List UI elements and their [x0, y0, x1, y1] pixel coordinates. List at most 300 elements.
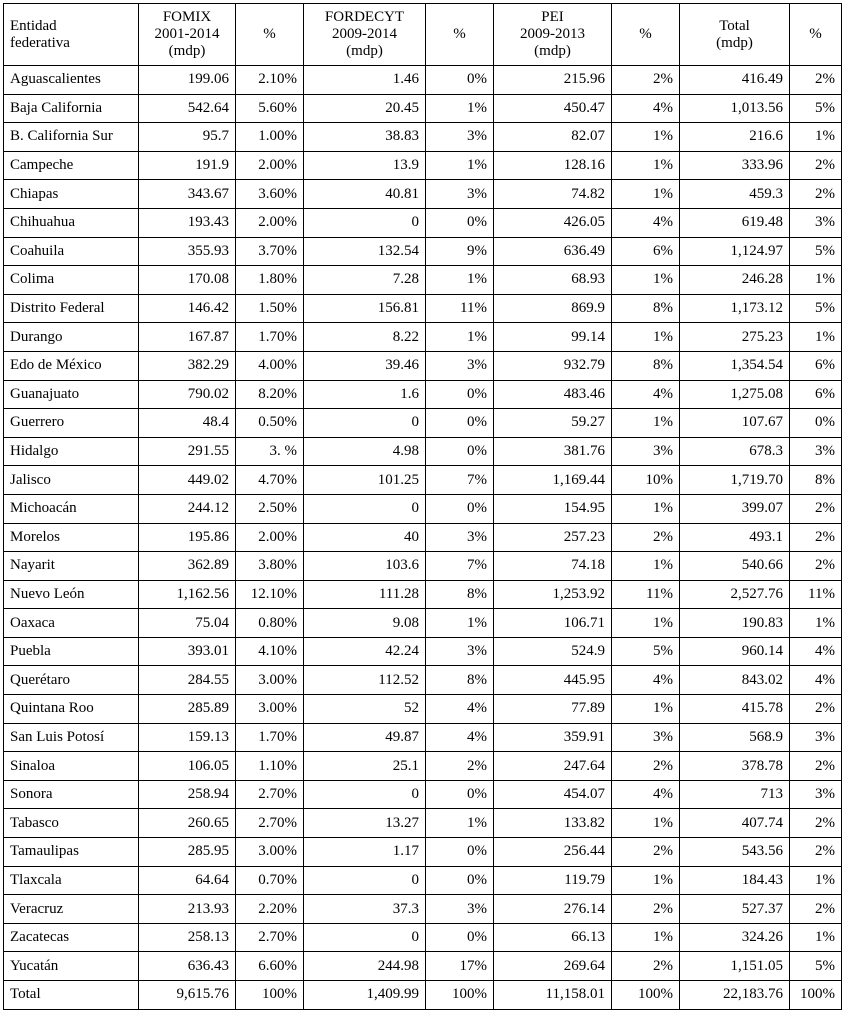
cell-fordecyt-percent: 1%: [426, 809, 494, 838]
cell-fomix-mdp: 285.89: [139, 695, 236, 724]
header-total-line1: Total: [719, 17, 750, 34]
cell-fomix-percent: 8.20%: [236, 380, 304, 409]
cell-fordecyt-percent: 100%: [426, 981, 494, 1010]
cell-pei-mdp: 524.9: [494, 637, 612, 666]
cell-total-mdp: 619.48: [680, 208, 790, 237]
cell-total-percent: 2%: [790, 809, 842, 838]
cell-fordecyt-mdp: 4.98: [304, 437, 426, 466]
table-row: [4, 780, 842, 809]
cell-fomix-mdp: 285.95: [139, 838, 236, 867]
cell-fordecyt-mdp: 13.27: [304, 809, 426, 838]
table-row: [4, 294, 842, 323]
cell-fomix-mdp: 343.67: [139, 180, 236, 209]
cell-entity: Aguascalientes: [4, 66, 139, 95]
header-total-line2: (mdp): [716, 34, 753, 51]
cell-fordecyt-percent: 3%: [426, 637, 494, 666]
cell-entity: B. California Sur: [4, 123, 139, 152]
cell-total-percent: 2%: [790, 180, 842, 209]
cell-fordecyt-percent: 2%: [426, 752, 494, 781]
cell-total-mdp: 275.23: [680, 323, 790, 352]
cell-pei-mdp: 154.95: [494, 494, 612, 523]
cell-entity: Campeche: [4, 151, 139, 180]
cell-pei-percent: 5%: [612, 637, 680, 666]
cell-pei-mdp: 869.9: [494, 294, 612, 323]
cell-fomix-percent: 3.70%: [236, 237, 304, 266]
cell-pei-percent: 3%: [612, 723, 680, 752]
cell-total-percent: 5%: [790, 294, 842, 323]
cell-fomix-percent: 4.00%: [236, 351, 304, 380]
cell-pei-mdp: 426.05: [494, 208, 612, 237]
cell-total-mdp: 678.3: [680, 437, 790, 466]
table-row: [4, 809, 842, 838]
cell-fomix-mdp: 636.43: [139, 952, 236, 981]
cell-fomix-mdp: 258.94: [139, 780, 236, 809]
total-row: [4, 981, 842, 1010]
header-entity: [4, 4, 139, 66]
cell-fomix-mdp: 260.65: [139, 809, 236, 838]
cell-fordecyt-mdp: 156.81: [304, 294, 426, 323]
table-row: [4, 208, 842, 237]
cell-fomix-mdp: 213.93: [139, 895, 236, 924]
cell-fomix-percent: 2.50%: [236, 494, 304, 523]
cell-total-mdp: 1,354.54: [680, 351, 790, 380]
cell-fordecyt-percent: 3%: [426, 180, 494, 209]
cell-pei-percent: 1%: [612, 695, 680, 724]
cell-pei-percent: 1%: [612, 151, 680, 180]
cell-fordecyt-mdp: 101.25: [304, 466, 426, 495]
cell-fordecyt-percent: 8%: [426, 666, 494, 695]
header-pei-percent: %: [612, 4, 680, 66]
table-row: [4, 952, 842, 981]
cell-fordecyt-percent: 0%: [426, 437, 494, 466]
cell-total-mdp: 399.07: [680, 494, 790, 523]
cell-total-mdp: 190.83: [680, 609, 790, 638]
cell-total-mdp: 1,151.05: [680, 952, 790, 981]
table-row: [4, 637, 842, 666]
cell-fomix-mdp: 95.7: [139, 123, 236, 152]
cell-pei-percent: 1%: [612, 809, 680, 838]
cell-entity: Sinaloa: [4, 752, 139, 781]
table-row: [4, 609, 842, 638]
cell-pei-mdp: 11,158.01: [494, 981, 612, 1010]
cell-fordecyt-percent: 0%: [426, 494, 494, 523]
header-fomix-percent: %: [236, 4, 304, 66]
cell-fomix-percent: 2.00%: [236, 151, 304, 180]
cell-fordecyt-percent: 17%: [426, 952, 494, 981]
cell-pei-mdp: 106.71: [494, 609, 612, 638]
cell-entity: Baja California: [4, 94, 139, 123]
header-fordecyt-line1: FORDECYT: [324, 9, 405, 25]
cell-pei-mdp: 215.96: [494, 66, 612, 95]
cell-entity: Colima: [4, 266, 139, 295]
cell-fomix-percent: 1.70%: [236, 723, 304, 752]
cell-fomix-percent: 0.50%: [236, 409, 304, 438]
cell-fomix-percent: 3.00%: [236, 838, 304, 867]
cell-fordecyt-mdp: 8.22: [304, 323, 426, 352]
cell-entity: Chiapas: [4, 180, 139, 209]
cell-pei-mdp: 276.14: [494, 895, 612, 924]
cell-fordecyt-mdp: 111.28: [304, 580, 426, 609]
cell-total-mdp: 540.66: [680, 552, 790, 581]
table-row: [4, 123, 842, 152]
cell-total-percent: 1%: [790, 866, 842, 895]
cell-pei-mdp: 247.64: [494, 752, 612, 781]
table-row: [4, 466, 842, 495]
cell-entity: Puebla: [4, 637, 139, 666]
cell-total-percent: 5%: [790, 952, 842, 981]
cell-total-percent: 3%: [790, 208, 842, 237]
funding-table: [3, 3, 842, 1010]
cell-fomix-mdp: 362.89: [139, 552, 236, 581]
table-row: [4, 351, 842, 380]
cell-fomix-percent: 3. %: [236, 437, 304, 466]
cell-total-mdp: 407.74: [680, 809, 790, 838]
table-row: [4, 895, 842, 924]
header-pei-line2: 2009-2013: [520, 26, 585, 42]
cell-fomix-percent: 1.00%: [236, 123, 304, 152]
cell-total-mdp: 184.43: [680, 866, 790, 895]
cell-pei-percent: 2%: [612, 838, 680, 867]
cell-pei-percent: 1%: [612, 266, 680, 295]
cell-fordecyt-percent: 0%: [426, 780, 494, 809]
cell-pei-percent: 6%: [612, 237, 680, 266]
cell-fordecyt-percent: 0%: [426, 380, 494, 409]
cell-fordecyt-percent: 3%: [426, 895, 494, 924]
cell-fomix-percent: 5.60%: [236, 94, 304, 123]
cell-fordecyt-mdp: 52: [304, 695, 426, 724]
cell-fomix-percent: 2.20%: [236, 895, 304, 924]
cell-total-percent: 1%: [790, 923, 842, 952]
table-row: [4, 494, 842, 523]
cell-fordecyt-percent: 1%: [426, 266, 494, 295]
cell-fomix-mdp: 790.02: [139, 380, 236, 409]
cell-fordecyt-mdp: 42.24: [304, 637, 426, 666]
cell-total-percent: 5%: [790, 237, 842, 266]
cell-entity: Chihuahua: [4, 208, 139, 237]
cell-total-percent: 3%: [790, 723, 842, 752]
cell-fordecyt-mdp: 112.52: [304, 666, 426, 695]
cell-fomix-mdp: 75.04: [139, 609, 236, 638]
cell-fordecyt-percent: 4%: [426, 723, 494, 752]
cell-fomix-percent: 3.00%: [236, 695, 304, 724]
cell-fomix-percent: 0.70%: [236, 866, 304, 895]
cell-total-mdp: 216.6: [680, 123, 790, 152]
cell-pei-percent: 2%: [612, 752, 680, 781]
header-pei-line1: PEI: [541, 9, 564, 25]
cell-total-percent: 2%: [790, 552, 842, 581]
table-row: [4, 94, 842, 123]
cell-pei-mdp: 59.27: [494, 409, 612, 438]
cell-pei-mdp: 256.44: [494, 838, 612, 867]
cell-pei-percent: 1%: [612, 409, 680, 438]
cell-fordecyt-percent: 1%: [426, 94, 494, 123]
cell-entity: Oaxaca: [4, 609, 139, 638]
cell-total-mdp: 107.67: [680, 409, 790, 438]
cell-total-percent: 5%: [790, 94, 842, 123]
cell-total-percent: 1%: [790, 609, 842, 638]
header-fordecyt: [304, 4, 426, 66]
table-row: [4, 552, 842, 581]
cell-entity: Tlaxcala: [4, 866, 139, 895]
cell-fomix-percent: 4.70%: [236, 466, 304, 495]
table-row: [4, 838, 842, 867]
table-row: [4, 523, 842, 552]
cell-total-mdp: 493.1: [680, 523, 790, 552]
cell-total-percent: 2%: [790, 151, 842, 180]
cell-pei-mdp: 454.07: [494, 780, 612, 809]
cell-fomix-mdp: 449.02: [139, 466, 236, 495]
cell-total-percent: 1%: [790, 323, 842, 352]
cell-pei-mdp: 257.23: [494, 523, 612, 552]
cell-pei-percent: 3%: [612, 437, 680, 466]
cell-total-mdp: 713: [680, 780, 790, 809]
cell-fordecyt-percent: 11%: [426, 294, 494, 323]
cell-fordecyt-percent: 1%: [426, 323, 494, 352]
cell-total-mdp: 960.14: [680, 637, 790, 666]
cell-pei-percent: 4%: [612, 780, 680, 809]
cell-pei-percent: 1%: [612, 323, 680, 352]
table-row: [4, 66, 842, 95]
cell-fomix-mdp: 170.08: [139, 266, 236, 295]
cell-fomix-percent: 2.00%: [236, 523, 304, 552]
cell-fordecyt-mdp: 0: [304, 208, 426, 237]
cell-fomix-percent: 2.70%: [236, 809, 304, 838]
cell-entity: Tabasco: [4, 809, 139, 838]
table-row: [4, 695, 842, 724]
cell-fordecyt-percent: 0%: [426, 866, 494, 895]
cell-total-mdp: 22,183.76: [680, 981, 790, 1010]
cell-pei-percent: 100%: [612, 981, 680, 1010]
cell-fomix-mdp: 542.64: [139, 94, 236, 123]
cell-pei-percent: 4%: [612, 666, 680, 695]
cell-fomix-mdp: 48.4: [139, 409, 236, 438]
cell-fordecyt-mdp: 1,409.99: [304, 981, 426, 1010]
header-fordecyt-percent: %: [426, 4, 494, 66]
cell-fordecyt-percent: 7%: [426, 552, 494, 581]
cell-entity: Morelos: [4, 523, 139, 552]
cell-fordecyt-percent: 0%: [426, 923, 494, 952]
table-row: [4, 323, 842, 352]
cell-fomix-percent: 3.00%: [236, 666, 304, 695]
cell-fomix-mdp: 258.13: [139, 923, 236, 952]
cell-fomix-percent: 0.80%: [236, 609, 304, 638]
cell-fordecyt-mdp: 39.46: [304, 351, 426, 380]
table-row: [4, 151, 842, 180]
cell-entity: Zacatecas: [4, 923, 139, 952]
header-fomix: [139, 4, 236, 66]
cell-fomix-mdp: 284.55: [139, 666, 236, 695]
cell-pei-percent: 2%: [612, 895, 680, 924]
cell-total-mdp: 1,013.56: [680, 94, 790, 123]
header-pei: [494, 4, 612, 66]
cell-total-percent: 2%: [790, 895, 842, 924]
cell-total-percent: 0%: [790, 409, 842, 438]
cell-fordecyt-mdp: 0: [304, 494, 426, 523]
cell-total-mdp: 246.28: [680, 266, 790, 295]
cell-fordecyt-mdp: 37.3: [304, 895, 426, 924]
cell-entity: Michoacán: [4, 494, 139, 523]
cell-fomix-percent: 2.70%: [236, 923, 304, 952]
cell-fomix-mdp: 244.12: [139, 494, 236, 523]
cell-fordecyt-percent: 3%: [426, 523, 494, 552]
cell-fordecyt-mdp: 0: [304, 409, 426, 438]
cell-fomix-percent: 1.70%: [236, 323, 304, 352]
cell-pei-mdp: 82.07: [494, 123, 612, 152]
cell-pei-mdp: 128.16: [494, 151, 612, 180]
cell-pei-mdp: 381.76: [494, 437, 612, 466]
cell-fomix-mdp: 106.05: [139, 752, 236, 781]
header-fomix-line2: 2001-2014: [154, 26, 220, 42]
cell-fomix-mdp: 195.86: [139, 523, 236, 552]
cell-fomix-mdp: 393.01: [139, 637, 236, 666]
cell-fordecyt-percent: 4%: [426, 695, 494, 724]
header-entity-line2: federativa: [10, 34, 70, 51]
cell-fordecyt-mdp: 1.6: [304, 380, 426, 409]
cell-pei-percent: 1%: [612, 494, 680, 523]
cell-fomix-mdp: 291.55: [139, 437, 236, 466]
cell-fordecyt-percent: 0%: [426, 409, 494, 438]
cell-entity: Edo de México: [4, 351, 139, 380]
cell-pei-mdp: 269.64: [494, 952, 612, 981]
cell-total-mdp: 378.78: [680, 752, 790, 781]
cell-entity: San Luis Potosí: [4, 723, 139, 752]
cell-fomix-percent: 2.70%: [236, 780, 304, 809]
cell-pei-percent: 8%: [612, 351, 680, 380]
cell-fordecyt-mdp: 0: [304, 866, 426, 895]
cell-fomix-mdp: 9,615.76: [139, 981, 236, 1010]
cell-entity: Yucatán: [4, 952, 139, 981]
cell-fordecyt-percent: 9%: [426, 237, 494, 266]
table-row: [4, 437, 842, 466]
cell-fomix-percent: 1.50%: [236, 294, 304, 323]
table-row: [4, 380, 842, 409]
cell-pei-percent: 1%: [612, 923, 680, 952]
cell-pei-percent: 2%: [612, 952, 680, 981]
cell-fordecyt-percent: 3%: [426, 351, 494, 380]
cell-entity: Total: [4, 981, 139, 1010]
cell-total-percent: 6%: [790, 380, 842, 409]
header-fomix-line1: FOMIX: [162, 9, 212, 25]
table-row: [4, 180, 842, 209]
table-row: [4, 923, 842, 952]
cell-fomix-mdp: 167.87: [139, 323, 236, 352]
cell-total-percent: 2%: [790, 695, 842, 724]
cell-total-percent: 1%: [790, 123, 842, 152]
cell-fordecyt-mdp: 1.17: [304, 838, 426, 867]
cell-fordecyt-mdp: 49.87: [304, 723, 426, 752]
cell-fordecyt-percent: 0%: [426, 66, 494, 95]
cell-total-mdp: 415.78: [680, 695, 790, 724]
cell-fordecyt-percent: 7%: [426, 466, 494, 495]
cell-fordecyt-percent: 0%: [426, 838, 494, 867]
cell-pei-percent: 4%: [612, 94, 680, 123]
cell-entity: Durango: [4, 323, 139, 352]
cell-fomix-mdp: 1,162.56: [139, 580, 236, 609]
cell-fordecyt-mdp: 0: [304, 780, 426, 809]
cell-fordecyt-mdp: 9.08: [304, 609, 426, 638]
cell-pei-percent: 4%: [612, 208, 680, 237]
cell-total-percent: 3%: [790, 437, 842, 466]
table-body: [4, 66, 842, 1010]
cell-pei-mdp: 483.46: [494, 380, 612, 409]
table-row: [4, 409, 842, 438]
cell-total-mdp: 527.37: [680, 895, 790, 924]
cell-fomix-mdp: 146.42: [139, 294, 236, 323]
cell-total-percent: 100%: [790, 981, 842, 1010]
cell-fomix-percent: 2.00%: [236, 208, 304, 237]
cell-entity: Nayarit: [4, 552, 139, 581]
cell-fordecyt-mdp: 40: [304, 523, 426, 552]
cell-fordecyt-mdp: 13.9: [304, 151, 426, 180]
cell-pei-percent: 1%: [612, 866, 680, 895]
cell-pei-percent: 10%: [612, 466, 680, 495]
cell-fomix-percent: 3.80%: [236, 552, 304, 581]
cell-fomix-mdp: 191.9: [139, 151, 236, 180]
cell-pei-mdp: 450.47: [494, 94, 612, 123]
cell-pei-mdp: 74.82: [494, 180, 612, 209]
cell-total-percent: 2%: [790, 66, 842, 95]
cell-fomix-percent: 2.10%: [236, 66, 304, 95]
cell-pei-mdp: 99.14: [494, 323, 612, 352]
cell-total-percent: 2%: [790, 523, 842, 552]
cell-fomix-mdp: 199.06: [139, 66, 236, 95]
cell-total-percent: 2%: [790, 752, 842, 781]
header-total-percent: %: [790, 4, 842, 66]
cell-entity: Coahuila: [4, 237, 139, 266]
cell-pei-mdp: 636.49: [494, 237, 612, 266]
cell-entity: Quintana Roo: [4, 695, 139, 724]
cell-pei-mdp: 74.18: [494, 552, 612, 581]
cell-pei-percent: 2%: [612, 523, 680, 552]
cell-fordecyt-percent: 1%: [426, 609, 494, 638]
cell-total-percent: 2%: [790, 838, 842, 867]
cell-total-percent: 1%: [790, 266, 842, 295]
cell-fomix-mdp: 193.43: [139, 208, 236, 237]
cell-total-mdp: 568.9: [680, 723, 790, 752]
cell-entity: Veracruz: [4, 895, 139, 924]
header-fomix-line3: (mdp): [168, 43, 206, 59]
table-row: [4, 666, 842, 695]
cell-total-percent: 8%: [790, 466, 842, 495]
cell-pei-percent: 1%: [612, 180, 680, 209]
cell-total-percent: 4%: [790, 637, 842, 666]
cell-total-mdp: 1,173.12: [680, 294, 790, 323]
cell-total-mdp: 416.49: [680, 66, 790, 95]
cell-entity: Guanajuato: [4, 380, 139, 409]
cell-fordecyt-mdp: 132.54: [304, 237, 426, 266]
cell-pei-percent: 1%: [612, 552, 680, 581]
cell-fordecyt-mdp: 25.1: [304, 752, 426, 781]
cell-total-mdp: 2,527.76: [680, 580, 790, 609]
header-entity-line1: Entidad: [10, 17, 57, 34]
cell-fordecyt-percent: 0%: [426, 208, 494, 237]
table-row: [4, 237, 842, 266]
cell-total-percent: 2%: [790, 494, 842, 523]
cell-fordecyt-mdp: 103.6: [304, 552, 426, 581]
cell-total-percent: 6%: [790, 351, 842, 380]
cell-fomix-mdp: 159.13: [139, 723, 236, 752]
header-pei-line3: (mdp): [534, 43, 571, 59]
cell-pei-mdp: 359.91: [494, 723, 612, 752]
cell-fordecyt-mdp: 244.98: [304, 952, 426, 981]
header-row: [4, 4, 842, 66]
cell-fomix-mdp: 382.29: [139, 351, 236, 380]
table-row: [4, 580, 842, 609]
cell-pei-percent: 4%: [612, 380, 680, 409]
cell-pei-percent: 8%: [612, 294, 680, 323]
cell-total-mdp: 843.02: [680, 666, 790, 695]
header-total: [680, 4, 790, 66]
